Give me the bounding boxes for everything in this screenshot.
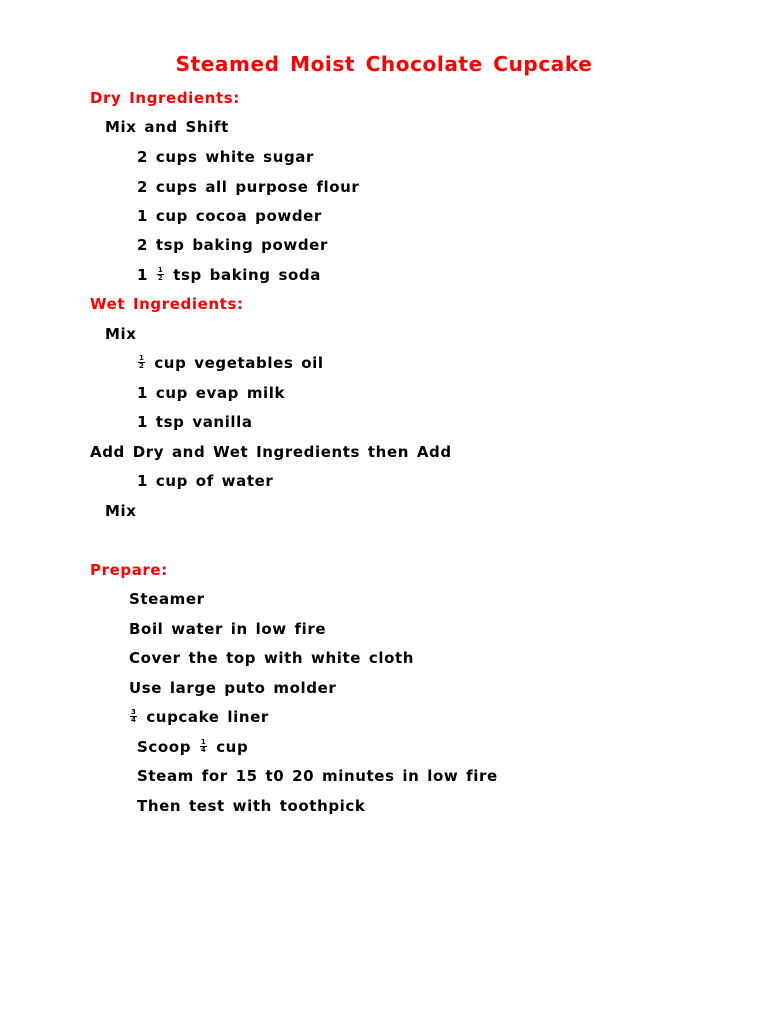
prepare-step-test: Then test with toothpick	[137, 797, 366, 815]
dry-item-flour: 2 cups all purpose flour	[137, 178, 360, 196]
wet-heading: Wet Ingredients:	[90, 295, 244, 313]
dry-item-baking-soda	[137, 266, 321, 284]
prepare-step-liner	[129, 708, 269, 726]
soda-whole: 1	[137, 266, 149, 284]
prepare-step-boil: Boil water in low fire	[129, 620, 327, 638]
wet-instruction: Mix	[105, 325, 137, 343]
combine-instruction: Add Dry and Wet Ingredients then Add	[90, 443, 452, 461]
page-title: Steamed Moist Chocolate Cupcake	[175, 52, 593, 76]
dry-item-cocoa: 1 cup cocoa powder	[137, 207, 322, 225]
liner-fraction: $\frac{3}{4}$	[131, 708, 137, 724]
prepare-step-steam: Steam for 15 t0 20 minutes in low fire	[137, 767, 498, 785]
prepare-step-molder: Use large puto molder	[129, 679, 337, 697]
soda-fraction: $\frac{1}{2}$	[157, 266, 164, 282]
combine-water: 1 cup of water	[137, 472, 274, 490]
prepare-step-cover: Cover the top with white cloth	[129, 649, 415, 667]
oil-text: cup vegetables oil	[154, 354, 324, 372]
dry-heading: Dry Ingredients:	[90, 89, 240, 107]
soda-text: tsp baking soda	[173, 266, 321, 284]
prepare-step-steamer: Steamer	[129, 590, 205, 608]
dry-item-sugar: 2 cups white sugar	[137, 148, 315, 166]
prepare-heading: Prepare:	[90, 561, 168, 579]
scoop-fraction: $\frac{1}{4}$	[200, 738, 207, 754]
oil-fraction: $\frac{1}{2}$	[139, 354, 145, 370]
liner-text: cupcake liner	[146, 708, 269, 726]
scoop-text: Scoop	[137, 738, 192, 756]
prepare-step-scoop	[137, 738, 248, 756]
wet-item-milk: 1 cup evap milk	[137, 384, 286, 402]
dry-instruction: Mix and Shift	[105, 118, 229, 136]
scoop-unit: cup	[216, 738, 249, 756]
dry-item-baking-powder: 2 tsp baking powder	[137, 236, 328, 254]
wet-item-oil	[137, 354, 324, 372]
wet-item-vanilla: 1 tsp vanilla	[137, 413, 253, 431]
combine-mix: Mix	[105, 502, 137, 520]
